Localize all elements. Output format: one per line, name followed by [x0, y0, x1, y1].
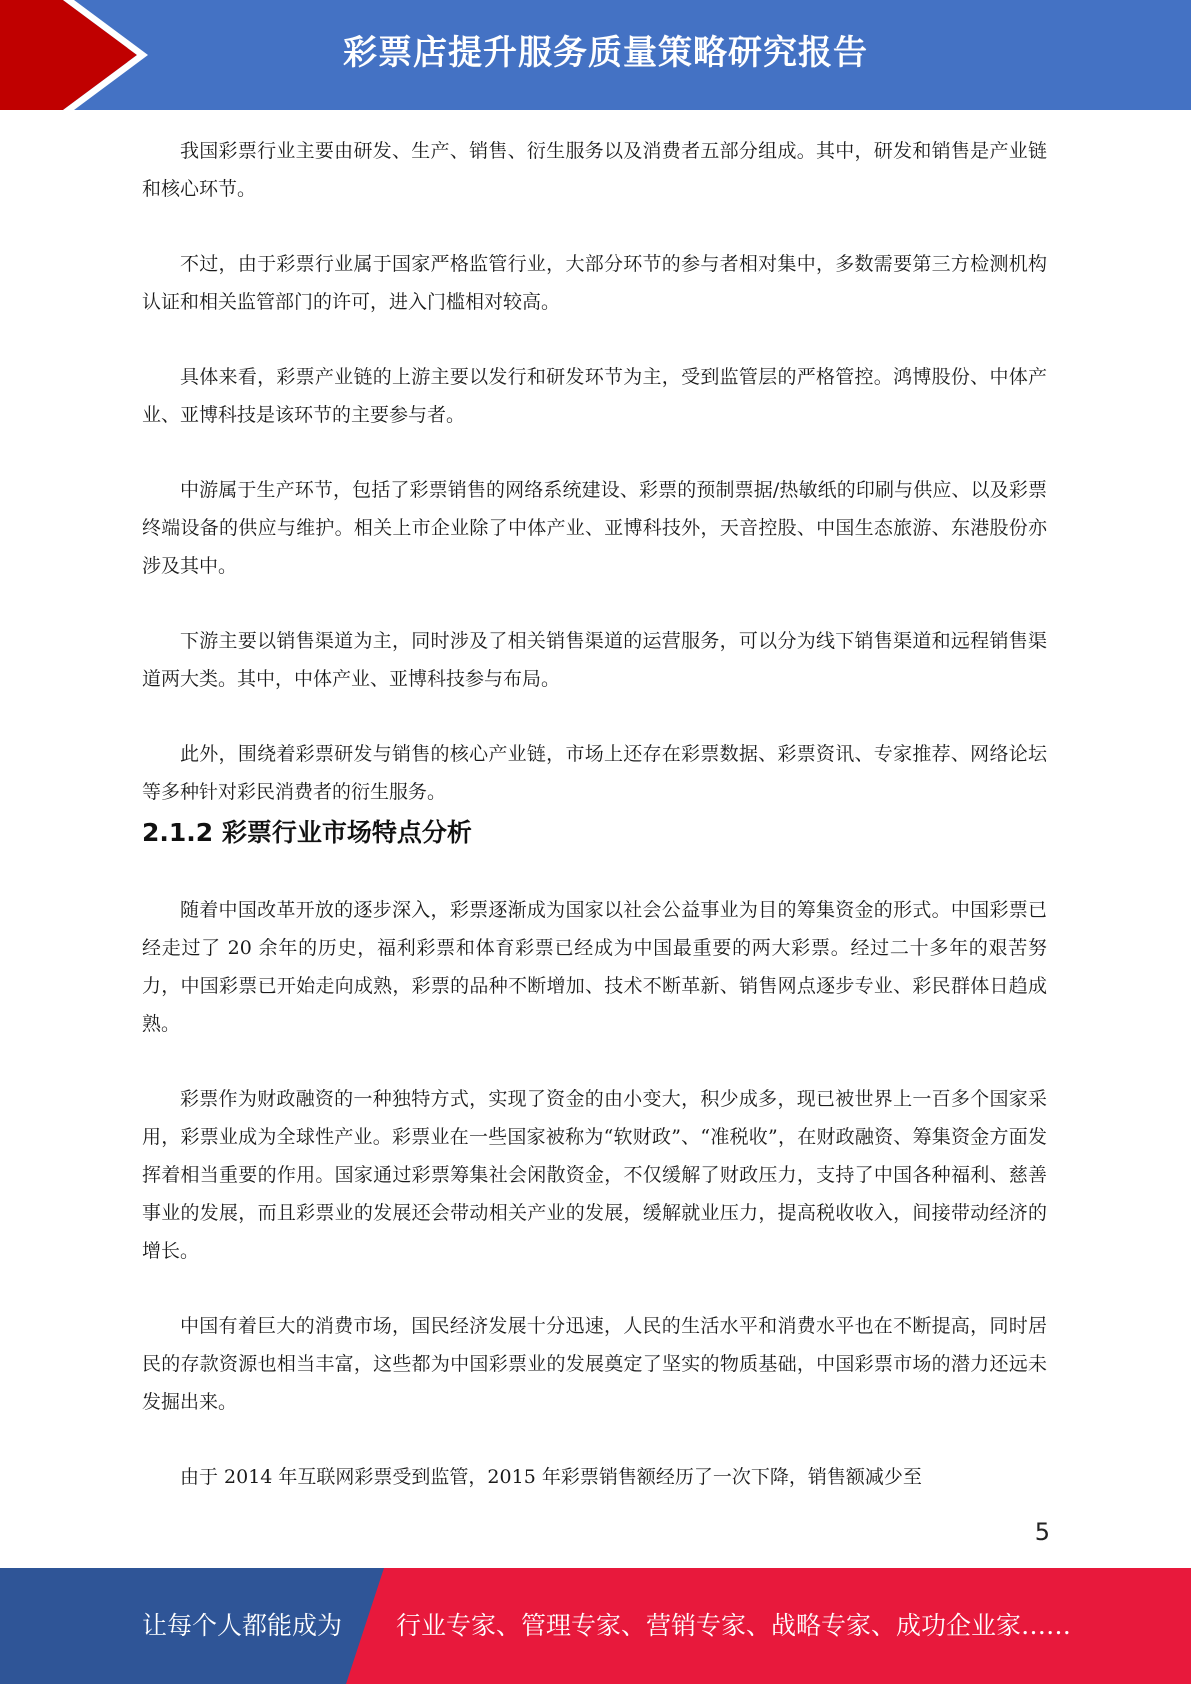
paragraph: 彩票作为财政融资的一种独特方式，实现了资金的由小变大，积少成多，现已被世界上一百多个国家采用，彩票业成为全球性产业。彩票业在一些国家被称为“软财政”、“准税收”，在财政融资、筹集资金方面发挥着相当重要的作用。国家通过彩票筹集社会闲散资金，不仅缓解了财政压力，支持了中国各种福利、慈善事业的发展，而且彩票业的发展还会带动相关产业的发展，缓解就业压力，提高税收收入，间接带动经济的增长。	[142, 1088, 1047, 1262]
footer-slogan-left: 让每个人都能成为	[142, 1611, 343, 1640]
page-number: 5	[1034, 1518, 1050, 1546]
paragraph: 随着中国改革开放的逐步深入，彩票逐渐成为国家以社会公益事业为目的筹集资金的形式。中国彩票已经走过了 20 余年的历史，福利彩票和体育彩票已经成为中国最重要的两大彩票。经过二十多年的艰苦努力，中国彩票已开始走向成熟，彩票的品种不断增加、技术不断革新、销售网点逐步专业、彩民群体日趋成熟。	[142, 899, 1047, 1035]
paragraph: 不过，由于彩票行业属于国家严格监管行业，大部分环节的参与者相对集中，多数需要第三方检测机构认证和相关监管部门的许可，进入门槛相对较高。	[142, 253, 1047, 313]
paragraph: 下游主要以销售渠道为主，同时涉及了相关销售渠道的运营服务，可以分为线下销售渠道和远程销售渠道两大类。其中，中体产业、亚博科技参与布局。	[142, 630, 1047, 690]
paragraph: 具体来看，彩票产业链的上游主要以发行和研发环节为主，受到监管层的严格管控。鸿博股份、中体产业、亚博科技是该环节的主要参与者。	[142, 366, 1047, 426]
page-header	[0, 0, 1191, 110]
footer-slogan-right: 行业专家、管理专家、营销专家、战略专家、成功企业家……	[396, 1611, 1072, 1640]
section-heading: 2.1.2 彩票行业市场特点分析	[142, 818, 472, 847]
paragraph: 此外，围绕着彩票研发与销售的核心产业链，市场上还存在彩票数据、彩票资讯、专家推荐、网络论坛等多种针对彩民消费者的衍生服务。	[142, 743, 1047, 803]
paragraph: 我国彩票行业主要由研发、生产、销售、衍生服务以及消费者五部分组成。其中，研发和销售是产业链和核心环节。	[142, 140, 1047, 200]
paragraph: 中国有着巨大的消费市场，国民经济发展十分迅速，人民的生活水平和消费水平也在不断提高，同时居民的存款资源也相当丰富，这些都为中国彩票业的发展奠定了坚实的物质基础，中国彩票市场的潜力还远未发掘出来。	[142, 1315, 1047, 1413]
report-title: 彩票店提升服务质量策略研究报告	[343, 33, 868, 73]
page-footer	[0, 1568, 1191, 1684]
paragraph: 中游属于生产环节，包括了彩票销售的网络系统建设、彩票的预制票据/热敏纸的印刷与供应、以及彩票终端设备的供应与维护。相关上市企业除了中体产业、亚博科技外，天音控股、中国生态旅游、东港股份亦涉及其中。	[142, 479, 1047, 577]
page-content	[142, 132, 1047, 1496]
paragraph: 由于 2014 年互联网彩票受到监管，2015 年彩票销售额经历了一次下降，销售额减少至	[180, 1466, 922, 1488]
